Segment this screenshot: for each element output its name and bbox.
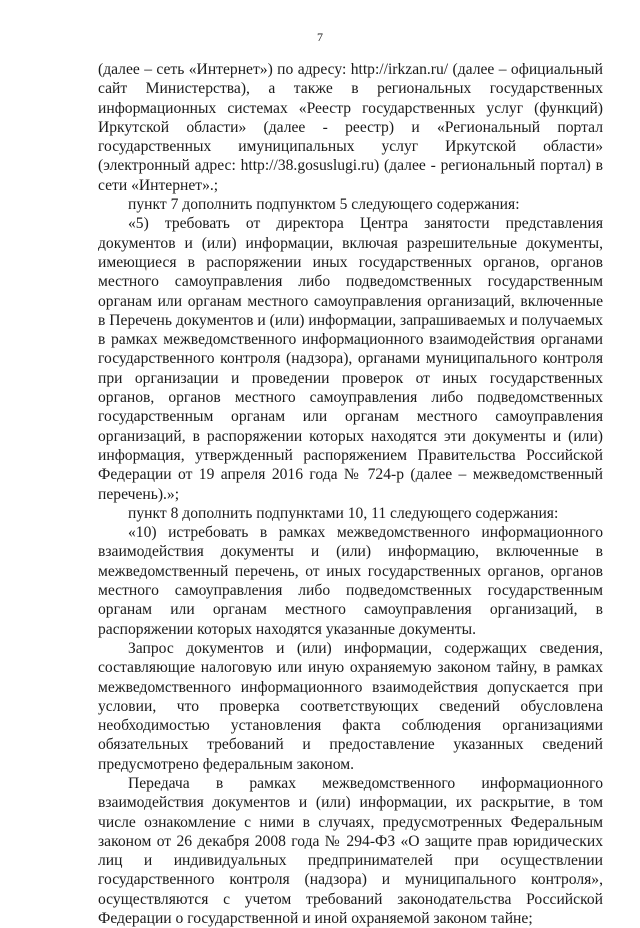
- page-number: 7: [317, 30, 323, 44]
- paragraph-intro-continuation: (далее – сеть «Интернет») по адресу: http://irkzan.ru/ (далее – официальный сайт Министерства), а также в региональных государственных информационных системах «Реестр государственных услуг (функций) Иркутской области» (далее - реестр) и «Региональный портал государственных имуниципальных услуг Иркутской области» (электронный адрес: http://38.gosuslugi.ru) (далее - региональный портал) в сети «Интернет».;: [98, 61, 603, 194]
- paragraph-subpoint-5: «5) требовать от директора Центра занятости представления документов и (или) информации, включая разрешительные документы, имеющиеся в распоряжении иных государственных органов, органов местного самоуправления либо подведомственных государственным органам или органам местного самоуправления организаций, включенные в Перечень документов и (или) информации, запрашиваемых и получаемых в рамках межведомственного информационного взаимодействия органами государственного контроля (надзора), органами муниципального контроля при организации и проведении проверок от иных государственных органов, органов местного самоуправления либо подведомственных государственным органам или органам местного самоуправления организаций, в распоряжении которых находятся эти документы и (или) информация, утвержденный распоряжением Правительства Российской Федерации от 19 апреля 2016 года № 724-р (далее – межведомственный перечень).»;: [98, 215, 603, 503]
- paragraph-transfer-documents: Передача в рамках межведомственного информационного взаимодействия документов и (или) информации, их раскрытие, в том числе ознакомление с ними в случаях, предусмотренных Федеральным законом от 26 декабря 2008 года № 294-ФЗ «О защите прав юридических лиц и индивидуальных предпринимателей при осуществлении государственного контроля (надзора) и муниципального контроля», осуществляются с учетом требований законодательства Российской Федерации о государственной и иной охраняемой законом тайне;: [98, 774, 603, 928]
- paragraph-amend-point-8: пункт 8 дополнить подпунктами 10, 11 следующего содержания:: [128, 504, 559, 522]
- paragraph-subpoint-10: «10) истребовать в рамках межведомственного информационного взаимодействия документы и (или) информацию, включенные в межведомственный перечень, от иных государственных органов, органов местного самоуправления либо подведомственных государственным органам или органам местного самоуправления организаций, в распоряжении которых находятся указанные документы.: [98, 524, 603, 638]
- paragraph-request-documents: Запрос документов и (или) информации, содержащих сведения, составляющие налоговую или иную охраняемую законом тайну, в рамках межведомственного информационного взаимодействия допускается при условии, что проверка соответствующих сведений обусловлена необходимостью установления факта соблюдения организациями обязательных требований и предоставление указанных сведений предусмотрено федеральным законом.: [98, 639, 603, 773]
- paragraph-amend-point-7: пункт 7 дополнить подпунктом 5 следующего содержания:: [128, 196, 520, 214]
- document-body: [98, 60, 603, 928]
